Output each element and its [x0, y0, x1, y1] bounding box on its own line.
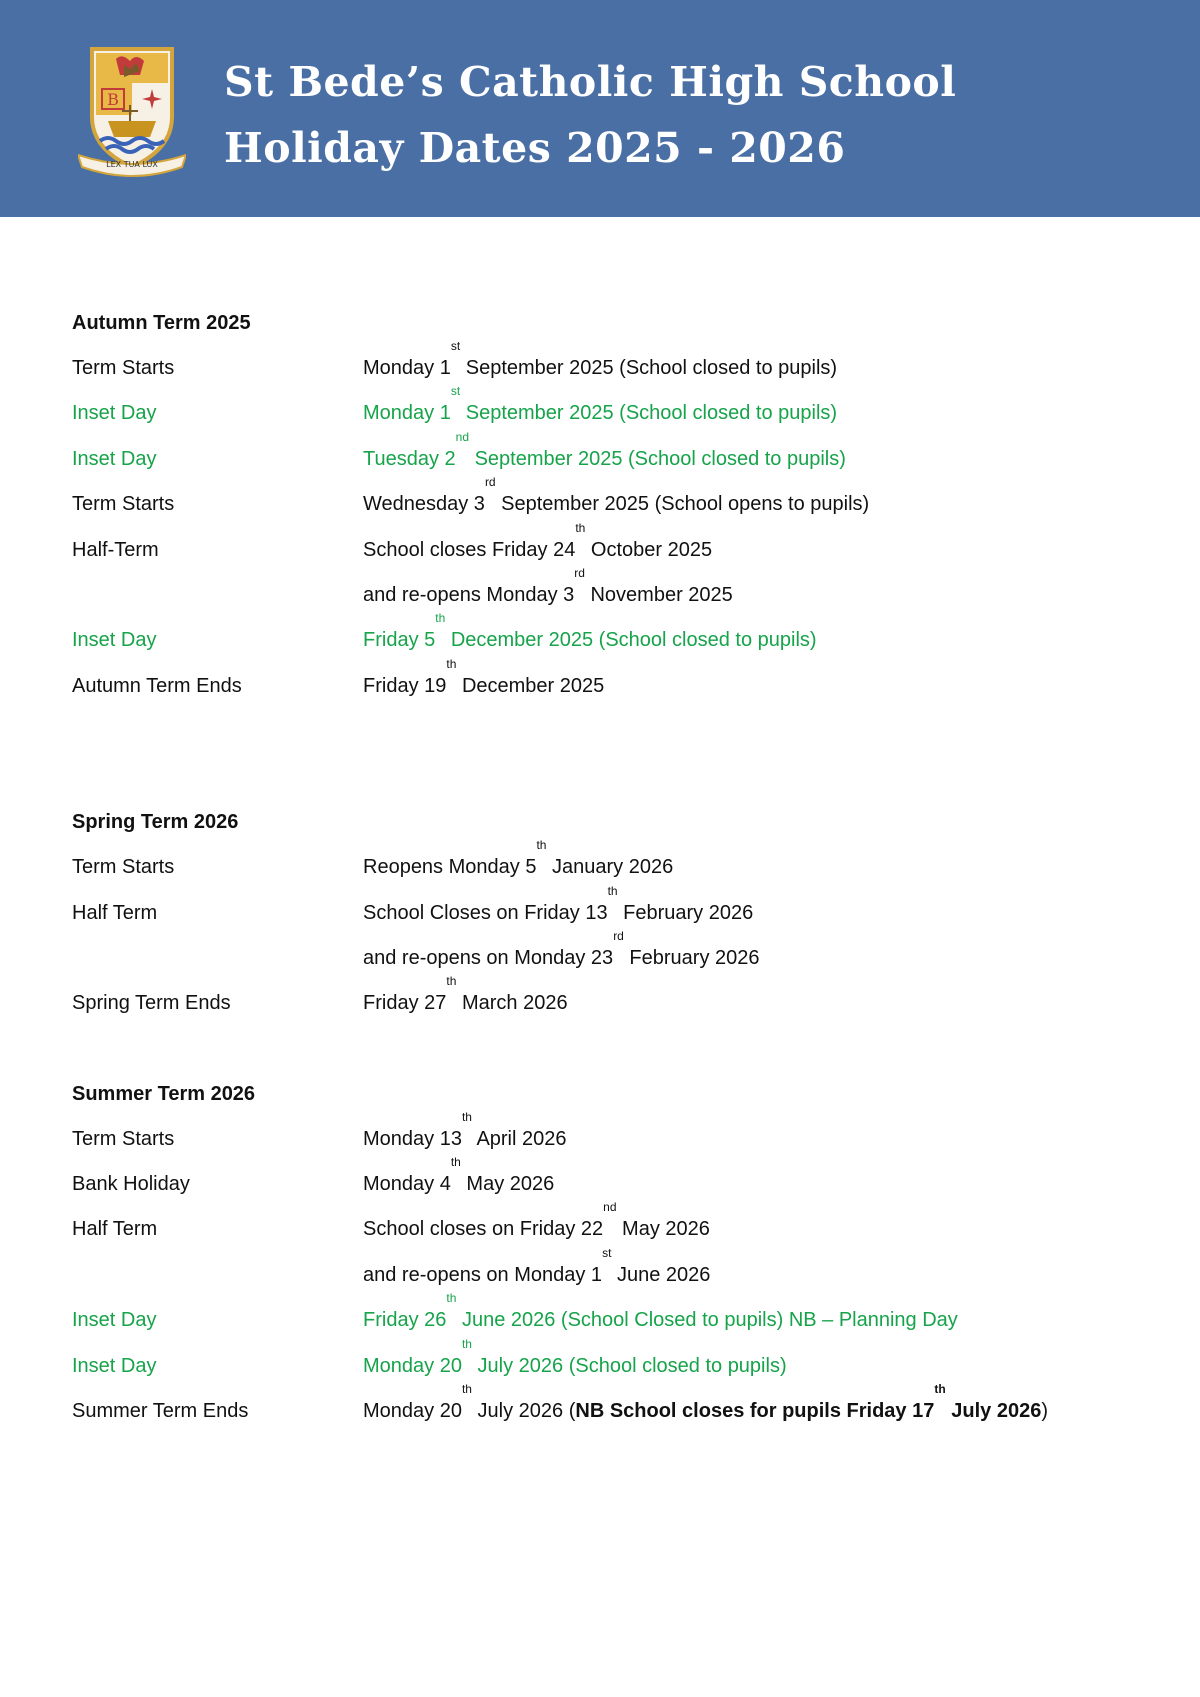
row-value [363, 838, 1162, 895]
value-text: July 2026 (School closed to pupils) [471, 1354, 787, 1377]
row-label: Inset Day [72, 1309, 157, 1332]
row-label: Inset Day [72, 402, 157, 425]
value-text: February 2026 [623, 946, 760, 969]
row-value [363, 1200, 1162, 1257]
ordinal-suffix: st [450, 384, 461, 399]
row-label [72, 941, 363, 986]
ordinal-suffix: th [446, 656, 457, 671]
date-row [72, 1382, 1162, 1439]
row-value [363, 520, 1162, 578]
date-row [72, 928, 1162, 989]
value-text: School closes Friday 24 [363, 538, 576, 561]
school-name: St Bede’s Catholic High School [224, 58, 957, 106]
value-text: Friday 19 [363, 674, 447, 697]
row-label [72, 1258, 363, 1303]
row-label: Inset Day [72, 629, 157, 652]
value-text: September 2025 (School closed to pupils) [460, 402, 838, 425]
holiday-dates-list [72, 306, 1162, 1439]
value-text: and re-opens on Monday 1 [363, 1263, 603, 1286]
autumn-rows [72, 339, 1162, 714]
row-value [363, 475, 1162, 532]
row-value [363, 1291, 1162, 1348]
row-value [363, 1336, 1162, 1397]
ordinal-suffix: rd [574, 565, 585, 580]
row-value [363, 883, 1162, 941]
date-row [72, 475, 1162, 532]
value-text: School closes on Friday 22 [363, 1218, 604, 1241]
row-label [72, 578, 363, 623]
value-text: September 2025 (School closed to pupils) [469, 447, 846, 470]
spring-term-section [72, 805, 1162, 1032]
row-label: Bank Holiday [72, 1173, 190, 1196]
value-text: Wednesday 3 [363, 493, 485, 516]
row-value [363, 1155, 1162, 1215]
value-text: October 2025 [585, 538, 713, 561]
row-label: Term Starts [72, 856, 175, 879]
row-label: Inset Day [72, 447, 157, 470]
value-text: Monday 1 [363, 357, 451, 379]
ordinal-suffix: th [435, 611, 446, 626]
value-text: April 2026 [471, 1127, 567, 1150]
ordinal-suffix: th [934, 1382, 946, 1397]
row-label: Term Starts [72, 493, 175, 516]
ordinal-suffix: th [575, 520, 586, 535]
value-text: Friday 26 [363, 1309, 447, 1332]
row-label: Inset Day [72, 1354, 157, 1377]
value-text: December 2025 (School closed to pupils) [445, 629, 817, 652]
row-value [363, 656, 1162, 714]
ordinal-suffix: th [446, 1291, 457, 1306]
ordinal-suffix: rd [484, 475, 496, 490]
date-row [72, 1291, 1162, 1348]
row-label: Term Starts [72, 1127, 175, 1150]
ordinal-suffix: th [461, 1382, 472, 1397]
note-bold [575, 1382, 1042, 1423]
ordinal-suffix: nd [455, 429, 470, 444]
row-value [363, 384, 1162, 441]
date-row [72, 611, 1162, 668]
date-row [72, 1245, 1162, 1306]
summer-term-section [72, 1077, 1162, 1440]
value-text: July 2026 ( [471, 1400, 576, 1423]
value-text: Monday 13 [363, 1127, 462, 1150]
value-text: Friday 27 [363, 992, 447, 1015]
value-text: Monday 1 [363, 402, 451, 425]
date-row [72, 339, 1162, 399]
value-text: December 2025 [456, 674, 605, 697]
ordinal-suffix: nd [603, 1200, 617, 1215]
ordinal-suffix: th [536, 838, 547, 853]
date-row [72, 974, 1162, 1031]
section-heading: Autumn Term 2025 [72, 312, 251, 334]
value-text: September 2025 (School opens to pupils) [495, 493, 870, 516]
value-text: Monday 20 [363, 1400, 462, 1423]
row-value [363, 565, 1162, 626]
row-label: Spring Term Ends [72, 992, 231, 1015]
value-text: November 2025 [584, 583, 733, 606]
spring-rows [72, 838, 1162, 1032]
value-text: May 2026 [616, 1218, 710, 1241]
ordinal-suffix: st [450, 339, 461, 353]
row-label: Half Term [72, 901, 158, 924]
banner-edge [0, 217, 14, 219]
row-value [363, 1245, 1162, 1306]
row-label: Term Starts [72, 357, 175, 379]
summer-rows [72, 1109, 1162, 1440]
value-text: May 2026 [460, 1173, 555, 1196]
note-text: July 2026 [945, 1400, 1042, 1423]
section-heading: Summer Term 2026 [72, 1082, 256, 1105]
row-value [363, 611, 1162, 668]
value-text: September 2025 (School closed to pupils) [460, 357, 838, 379]
value-text: June 2026 (School Closed to pupils) NB – Planning Day [456, 1309, 958, 1332]
value-text: Reopens Monday 5 [363, 856, 537, 879]
value-text: Tuesday 2 [363, 447, 456, 470]
ordinal-suffix: st [602, 1245, 612, 1260]
date-row [72, 384, 1162, 441]
section-heading: Spring Term 2026 [72, 811, 239, 834]
ordinal-suffix: th [461, 1109, 472, 1124]
ordinal-suffix: rd [613, 928, 624, 943]
value-text: March 2026 [456, 992, 568, 1015]
date-row [72, 520, 1162, 578]
value-text: School Closes on Friday 13 [363, 901, 608, 924]
row-value [363, 928, 1162, 989]
row-label: Summer Term Ends [72, 1400, 249, 1423]
date-row [72, 656, 1162, 714]
value-text: Friday 5 [363, 629, 436, 652]
value-text: January 2026 [546, 856, 674, 879]
value-text: ) [1041, 1400, 1048, 1423]
value-text: Monday 20 [363, 1354, 462, 1377]
ordinal-suffix: th [461, 1336, 472, 1351]
row-label: Half-Term [72, 538, 159, 561]
row-label: Half Term [72, 1218, 158, 1241]
row-value [363, 1382, 1162, 1439]
date-row [72, 1200, 1162, 1257]
page-title: Holiday Dates 2025 - 2026 [224, 124, 846, 172]
value-text: and re-opens Monday 3 [363, 583, 575, 606]
svg-text:B: B [107, 90, 119, 109]
value-text: February 2026 [617, 901, 754, 924]
row-value [363, 974, 1162, 1031]
row-value [363, 1109, 1162, 1170]
date-row [72, 1109, 1162, 1170]
ordinal-suffix: th [446, 974, 457, 989]
note-text: NB School closes for pupils Friday 17 [575, 1400, 935, 1423]
value-text: June 2026 [611, 1263, 711, 1286]
svg-text:LEX TUA LUX: LEX TUA LUX [106, 160, 158, 169]
date-row [72, 565, 1162, 626]
ordinal-suffix: th [450, 1155, 461, 1170]
row-value [363, 339, 1162, 399]
value-text: Monday 4 [363, 1173, 451, 1196]
row-label: Autumn Term Ends [72, 674, 242, 697]
autumn-term-section [72, 306, 1162, 714]
school-crest-icon [78, 45, 186, 177]
value-text: and re-opens on Monday 23 [363, 946, 614, 969]
header-banner [0, 0, 1200, 217]
ordinal-suffix: th [607, 883, 618, 898]
row-value [363, 429, 1162, 490]
date-row [72, 429, 1162, 490]
date-row [72, 1336, 1162, 1397]
date-row [72, 1155, 1162, 1215]
